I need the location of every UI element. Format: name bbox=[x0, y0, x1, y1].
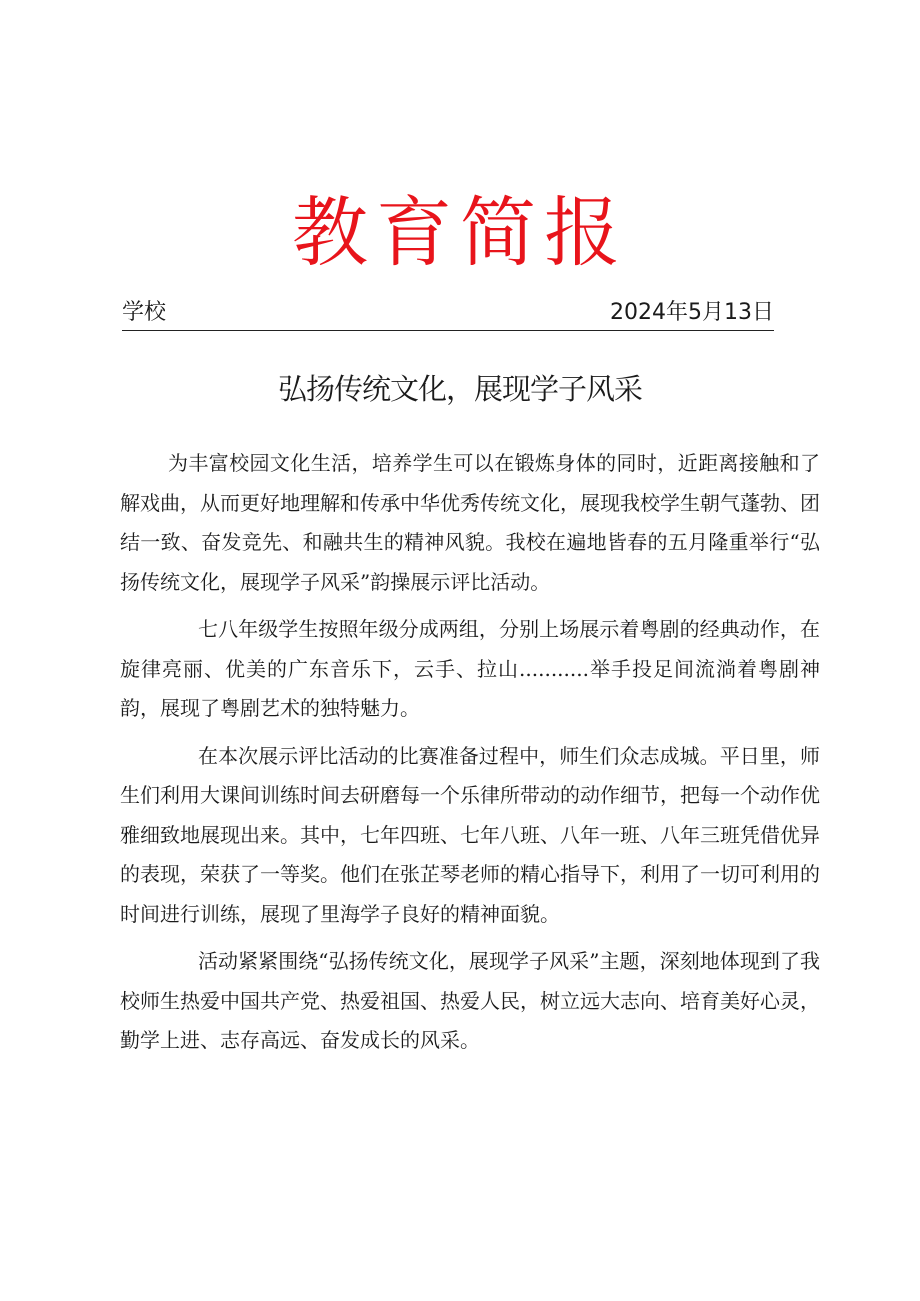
school-label: 学校 bbox=[122, 300, 167, 325]
meta-row bbox=[122, 296, 774, 331]
paragraph: 七八年级学生按照年级分成两组，分别上场展示着粤剧的经典动作，在旋律亮丽、优美的广东音乐下，云手、拉山...........举手投足间流淌着粤剧神韵，展现了粤剧艺术的独特魅力。 bbox=[120, 617, 820, 720]
paragraph: 活动紧紧围绕“弘扬传统文化，展现学子风采”主题，深刻地体现到了我校师生热爱中国共产党、热爱祖国、热爱人民，树立远大志向、培育美好心灵，勤学上进、志存高远、奋发成长的风采。 bbox=[120, 949, 820, 1052]
newsletter-masthead: 教育简报 bbox=[292, 188, 628, 277]
issue-date: 2024年5月13日 bbox=[610, 300, 774, 325]
paragraph: 为丰富校园文化生活，培养学生可以在锻炼身体的同时，近距离接触和了解戏曲，从而更好地理解和传承中华优秀传统文化，展现我校学生朝气蓬勃、团结一致、奋发竞先、和融共生的精神风貌。我校在遍地皆春的五月隆重举行“弘扬传统文化，展现学子风采”韵操展示评比活动。 bbox=[120, 451, 820, 594]
article-body bbox=[120, 444, 820, 1069]
article-title: 弘扬传统文化，展现学子风采 bbox=[277, 372, 642, 406]
paragraph: 在本次展示评比活动的比赛准备过程中，师生们众志成城。平日里，师生们利用大课间训练时间去研磨每一个乐律所带动的动作细节，把每一个动作优雅细致地展现出来。其中，七年四班、七年八班、八年一班、八年三班凭借优异的表现，荣获了一等奖。他们在张芷琴老师的精心指导下，利用了一切可利用的时间进行训练，展现了里海学子良好的精神面貌。 bbox=[120, 743, 820, 926]
